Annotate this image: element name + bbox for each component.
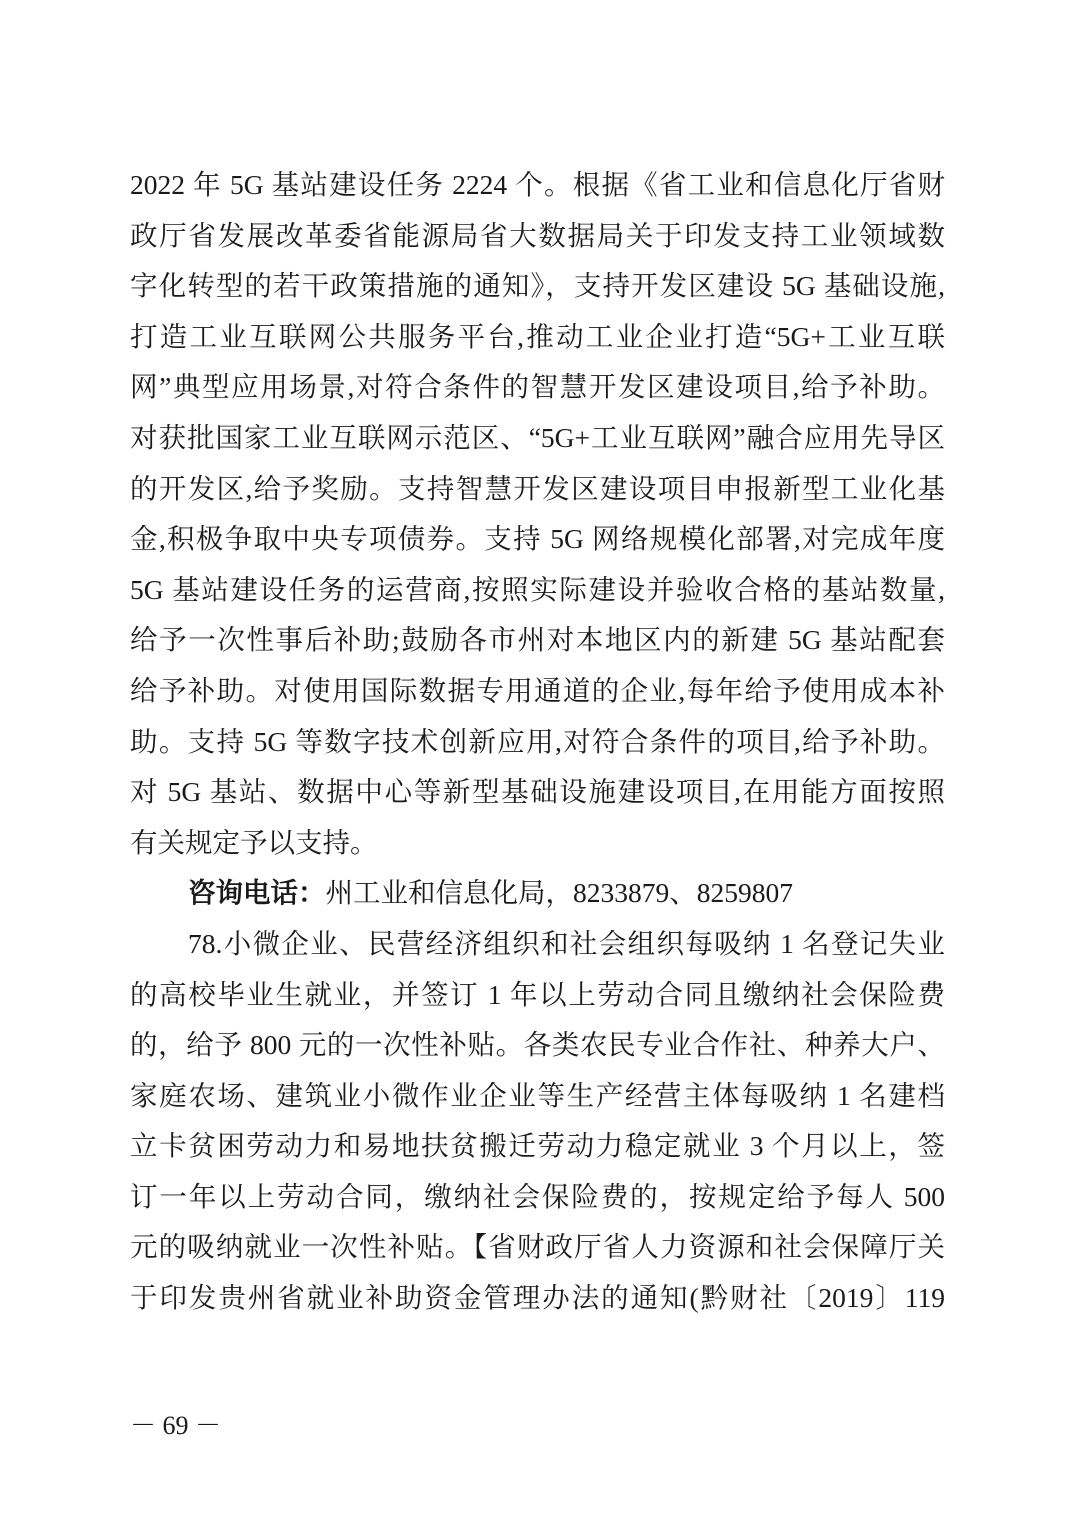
text-line: 的高校毕业生就业，并签订 1 年以上劳动合同且缴纳社会保险费 [130, 978, 945, 1010]
text-line: 78.小微企业、民营经济组织和社会组织每吸纳 1 名登记失业 [188, 927, 945, 959]
text-line: 2022 年 5G 基站建设任务 2224 个。根据《省工业和信息化厅省财 [130, 169, 945, 200]
text-line: 对 5G 基站、数据中心等新型基础设施建设项目,在用能方面按照 [130, 776, 945, 808]
text-line: 订一年以上劳动合同，缴纳社会保险费的，按规定给予每人 500 [130, 1180, 945, 1212]
text-line: 字化转型的若干政策措施的通知》，支持开发区建设 5G 基础设施, [130, 270, 945, 302]
text-line: 于印发贵州省就业补助资金管理办法的通知(黔财社〔2019〕119 [130, 1282, 945, 1314]
text-line: 给予补助。对使用国际数据专用通道的企业,每年给予使用成本补 [130, 674, 945, 706]
text-line: 助。支持 5G 等数字技术创新应用,对符合条件的项目,给予补助。 [130, 725, 945, 757]
text-line: 5G 基站建设任务的运营商,按照实际建设并验收合格的基站数量, [130, 573, 945, 605]
page-number: － 69 － [130, 1411, 222, 1440]
text-line: 打造工业互联网公共服务平台,推动工业企业打造“5G+工业互联 [130, 320, 945, 352]
contact-text: 州工业和信息化局，8233879、8259807 [325, 877, 793, 909]
document-body [130, 160, 945, 1324]
text-line: 金,积极争取中央专项债券。支持 5G 网络规模化部署,对完成年度 [130, 523, 945, 555]
contact-line [130, 868, 945, 919]
text-line: 有关规定予以支持。 [130, 826, 378, 858]
text-line: 元的吸纳就业一次性补贴。【省财政厅省人力资源和社会保障厅关 [130, 1231, 945, 1263]
contact-label: 咨询电话： [188, 877, 326, 909]
text-line: 的，给予 800 元的一次性补贴。各类农民专业合作社、种养大户、 [130, 1029, 945, 1061]
text-line: 家庭农场、建筑业小微作业企业等生产经营主体每吸纳 1 名建档 [130, 1079, 945, 1111]
text-line: 立卡贫困劳动力和易地扶贫搬迁劳动力稳定就业 3 个月以上，签 [130, 1130, 945, 1162]
text-line: 给予一次性事后补助;鼓励各市州对本地区内的新建 5G 基站配套 [130, 624, 945, 656]
text-line: 网”典型应用场景,对符合条件的智慧开发区建设项目,给予补助。 [130, 371, 945, 403]
text-line: 的开发区,给予奖励。支持智慧开发区建设项目申报新型工业化基 [130, 472, 945, 504]
text-line: 对获批国家工业互联网示范区、“5G+工业互联网”融合应用先导区 [130, 421, 945, 453]
text-line: 政厅省发展改革委省能源局省大数据局关于印发支持工业领域数 [130, 219, 945, 251]
